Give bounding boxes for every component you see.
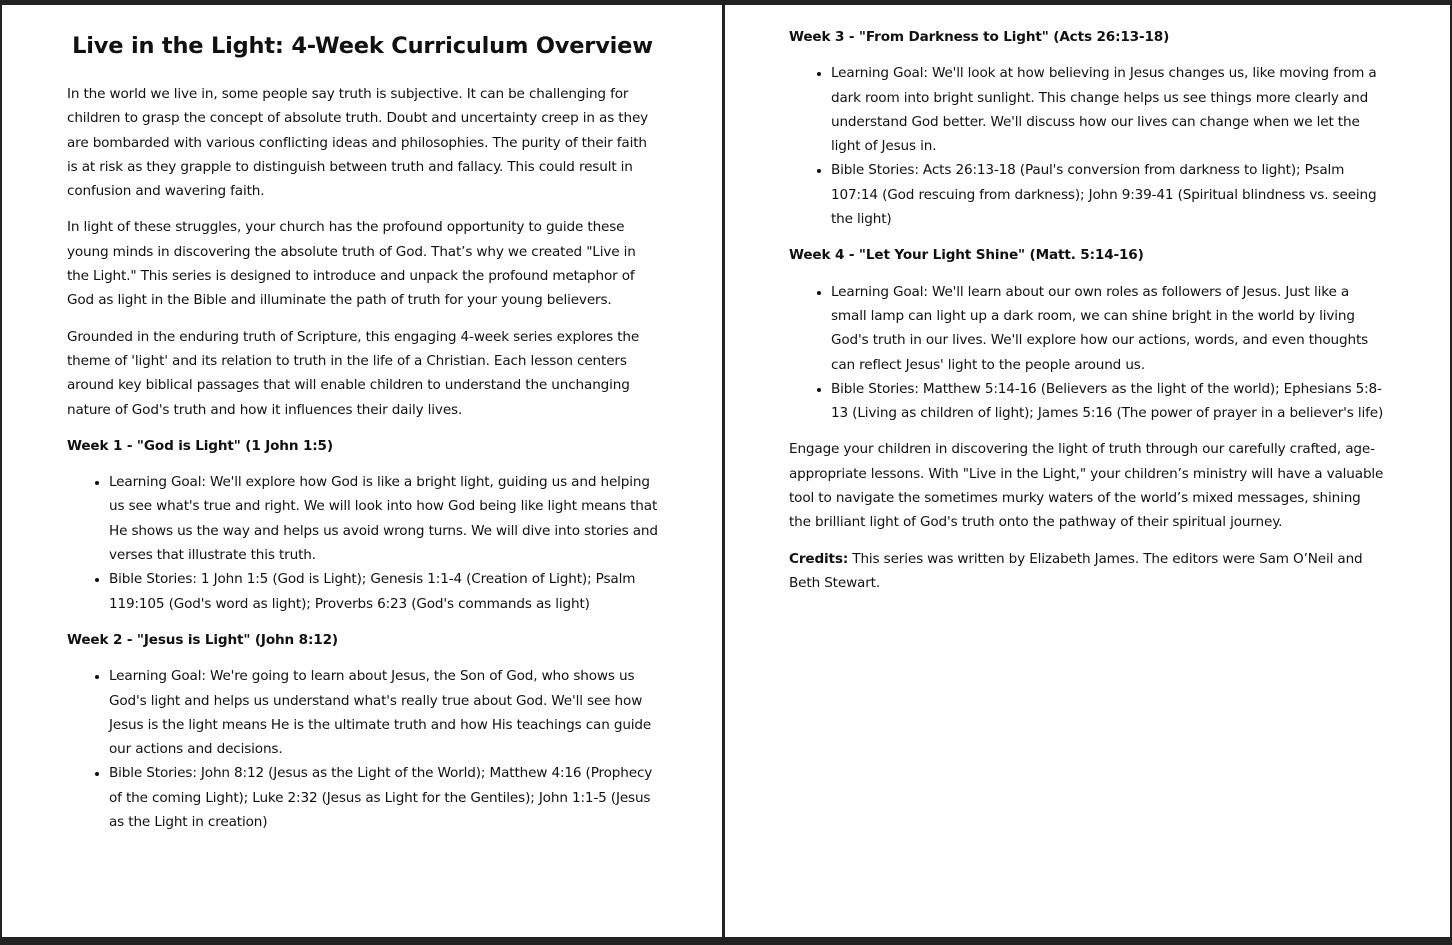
week-2-heading: Week 2 - "Jesus is Light" (John 8:12) [67,631,338,648]
week-1-learning-goal: • Learning Goal: We'll explore how God is like a bright light, guiding us and helping us see what's true and right. We will look into how God being like light means that He shows us the way and helps us avoid wrong turns. We will dive into stories and verses that illustrate this truth. [109,470,658,567]
week-2-list [67,664,658,834]
week-4-learning-goal: • Learning Goal: We'll learn about our own roles as followers of Jesus. Just like a small lamp can light up a dark room, we can shine bright in the world by living God's truth in our lives. We'll explore how our actions, words, and even thoughts can reflect Jesus' light to the people around us. [831,280,1384,377]
week-3-learning-goal: • Learning Goal: We'll look at how believing in Jesus changes us, like moving from a dark room into bright sunlight. This change helps us see things more clearly and understand God better. We'll discuss how our lives can change when we let the light of Jesus in. [831,61,1384,158]
week-1-list [67,470,658,616]
intro-paragraph-1: In the world we live in, some people say truth is subjective. It can be challenging for children to grasp the concept of absolute truth. Doubt and uncertainty creep in as they are bombarded with various conflicting ideas and philosophies. The purity of their faith is at risk as they grapple to distinguish between truth and fallacy. This could result in confusion and wavering faith. [67,86,649,200]
week-1-bible-stories: • Bible Stories: 1 John 1:5 (God is Light); Genesis 1:1-4 (Creation of Light); Psalm 119:105 (God's word as light); Proverbs 6:23 (God's commands as light) [109,567,658,616]
credits-text: This series was written by Elizabeth James. The editors were Sam O’Neil and Beth Stewart. [789,550,1363,591]
week-4-list [789,280,1384,426]
document-title: Live in the Light: 4-Week Curriculum Overview [72,33,653,59]
week-3-bible-stories: • Bible Stories: Acts 26:13-18 (Paul's conversion from darkness to light); Psalm 107:14 (God rescuing from darkness); John 9:39-41 (Spiritual blindness vs. seeing the light) [831,158,1384,231]
intro-paragraph-2: In light of these struggles, your church has the profound opportunity to guide these young minds in discovering the absolute truth of God. That’s why we created "Live in the Light." This series is designed to introduce and unpack the profound metaphor of God as light in the Bible and illuminate the path of truth for your young believers. [67,219,636,309]
week-3-heading: Week 3 - "From Darkness to Light" (Acts 26:13-18) [789,29,1170,45]
closing-paragraph: Engage your children in discovering the light of truth through our carefully crafted, age-appropriate lessons. With "Live in the Light," your children’s ministry will have a valuable tool to navigate the sometimes murky waters of the world’s mixed messages, shining the brilliant light of God's truth onto the pathway of their spiritual journey. [789,441,1384,531]
week-1-heading: Week 1 - "God is Light" (1 John 1:5) [67,437,333,454]
credits-label: Credits: [789,550,849,567]
week-3-list [789,61,1384,231]
week-2-learning-goal: • Learning Goal: We're going to learn about Jesus, the Son of God, who shows us God's light and helps us understand what's really true about God. We'll see how Jesus is the light means He is the ultimate truth and how His teachings can guide our actions and decisions. [109,664,658,761]
week-4-heading: Week 4 - "Let Your Light Shine" (Matt. 5:14-16) [789,247,1144,264]
credits-paragraph [789,547,1384,596]
week-4-bible-stories: • Bible Stories: Matthew 5:14-16 (Believers as the light of the world); Ephesians 5:8-13 (Living as children of light); James 5:16 (The power of prayer in a believer's life) [831,377,1384,426]
week-2-bible-stories: • Bible Stories: John 8:12 (Jesus as the Light of the World); Matthew 4:16 (Prophecy of the coming Light); Luke 2:32 (Jesus as Light for the Gentiles); John 1:1-5 (Jesus as the Light in creation) [109,761,658,834]
page-1 [2,5,722,937]
page-2 [725,5,1450,937]
intro-paragraph-3: Grounded in the enduring truth of Scripture, this engaging 4-week series explores the theme of 'light' and its relation to truth in the life of a Christian. Each lesson centers around key biblical passages that will enable children to understand the unchanging nature of God's truth and how it influences their daily lives. [67,328,640,418]
